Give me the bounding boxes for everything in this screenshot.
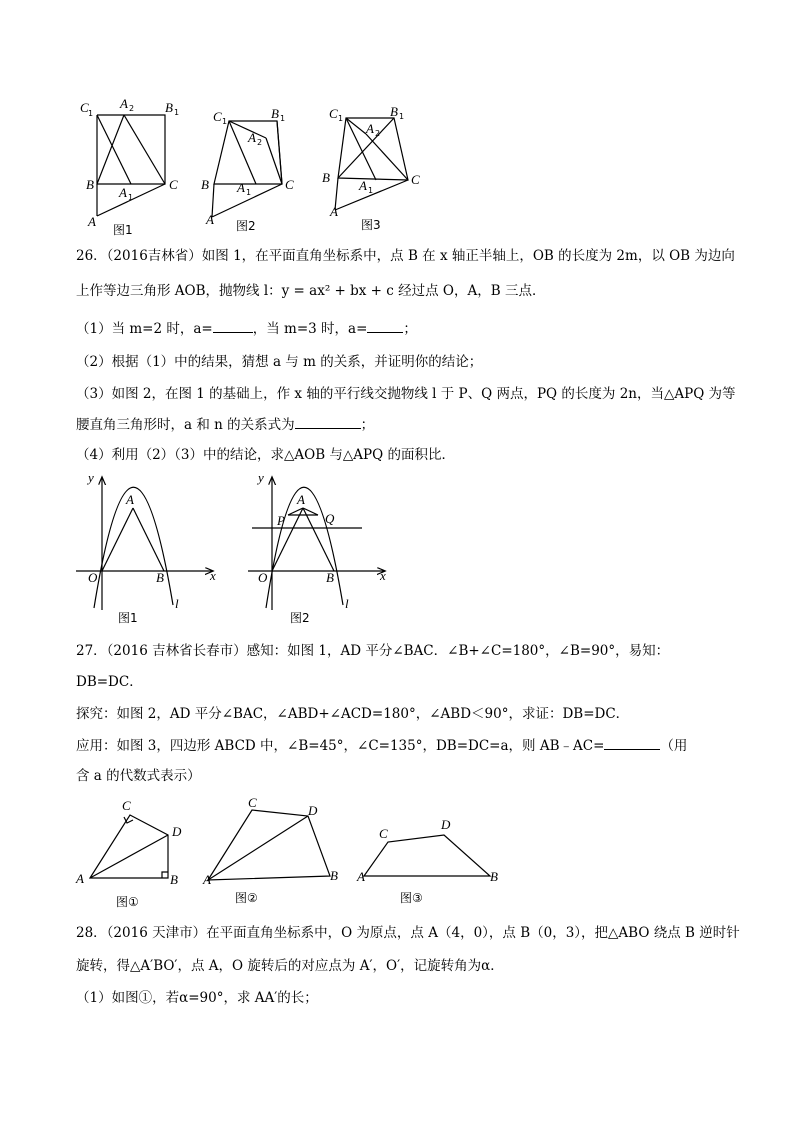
label-b1-fig3: B [390,104,398,119]
label-b-fig3: B [322,170,330,185]
f2-label-c: C [248,795,257,810]
caption-fig-circle2: 图② [235,891,258,905]
caption-fig2: 图2 [236,219,256,233]
f3-label-a: A [357,869,365,884]
q27-line4-a: 应用：如图 3，四边形 ABCD 中，∠B=45°，∠C=135°，DB=DC=a，则 AB﹣AC= [76,738,605,754]
g2-label-b: B [326,570,334,585]
g2-label-l: l [345,596,349,611]
f2-label-d: D [308,803,318,818]
q28-line2: 旋转，得△A′BO′，点 A，O 旋转后的对应点为 A′，O′，记旋转角为α． [76,958,504,974]
label-c1-fig3-sub: 1 [338,114,344,123]
q26-part3-line1: （3）如图 2，在图 1 的基础上，作 x 轴的平行线交抛物线 l 于 P、Q 两点，PQ 的长度为 2n，当△APQ 为等 [76,386,736,402]
label-a2-fig2: A [248,130,256,145]
label-c1-fig2: C [213,109,222,124]
f2-label-a: A [203,872,211,887]
g1-label-y: y [88,470,94,485]
label-c-fig2: C [285,177,294,192]
q27-line4 [76,735,726,756]
q26-part3-line2-a: 腰直角三角形时，a 和 n 的关系式为 [76,417,295,433]
f1-label-c: C [122,798,131,813]
q26-part1-b: ，当 m=3 时，a= [252,321,368,337]
label-c-fig3: C [411,172,420,187]
q26-part3-line2-b: ； [360,417,375,433]
label-c1-fig3: C [329,106,338,121]
f3-label-b: B [490,869,498,884]
f1-label-d: D [172,824,182,839]
q26-blank-1[interactable] [213,318,253,333]
label-a2-fig2-sub: 2 [257,138,263,147]
g2-label-q: Q [325,511,335,526]
label-b1: B [165,100,173,115]
g1-label-x: x [210,568,216,583]
f3-label-c: C [379,826,388,841]
label-a2-sub: 2 [129,104,135,113]
label-c1-fig2-sub: 1 [222,117,228,126]
g1-label-l: l [175,596,179,611]
figure-group-2-svg [72,468,402,628]
label-a2-fig3-sub: 2 [375,129,381,138]
f1-label-b: B [170,872,178,887]
label-a2: A [120,96,128,111]
label-b-fig2: B [201,177,209,192]
q27-line1: 27．（2016 吉林省长春市）感知：如图 1，AD 平分∠BAC．∠B+∠C=180°，∠B=90°，易知： [76,643,670,659]
label-a1-fig3: A [359,178,367,193]
g2-label-a: A [297,492,305,507]
label-b1-fig2-sub: 1 [280,114,286,123]
label-a-fig2: A [206,212,214,227]
figure-group-3 [72,794,512,914]
label-a1: A [119,185,127,200]
g1-label-a: A [126,492,134,507]
caption-graph1: 图1 [118,611,138,625]
q28-line3: （1）如图①，若α=90°，求 AA′的长； [76,990,318,1006]
figure-group-1 [76,96,436,240]
q26-part4: （4）利用（2）（3）中的结论，求△AOB 与△APQ 的面积比． [76,447,456,463]
q26-part3-line2 [76,414,726,435]
label-c1: C [80,100,89,115]
f1-label-a: A [76,871,84,886]
label-a: A [88,214,96,229]
label-c: C [169,177,178,192]
label-a1-fig2-sub: 1 [246,188,252,197]
label-a1-fig2: A [237,180,245,195]
q26-part1-c: ； [403,321,417,337]
q26-blank-2[interactable] [367,318,403,333]
q27-line3: 探究：如图 2，AD 平分∠BAC，∠ABD+∠ACD=180°，∠ABD＜90°，求证：DB=DC． [76,706,630,722]
label-a2-fig3: A [366,121,374,136]
q27-line4-b: （用 [660,738,688,754]
label-a1-fig3-sub: 1 [368,186,374,195]
caption-fig1: 图1 [113,223,133,237]
q28-line1: 28．（2016 天津市）在平面直角坐标系中，O 为原点，点 A（4，0），点 B（0，3），把△ABO 绕点 B 逆时针 [76,925,740,941]
figure-group-1-svg [76,96,436,240]
label-b: B [86,177,94,192]
g2-label-o: O [258,570,268,585]
figure-group-3-svg [72,794,512,914]
label-a1-sub: 1 [128,193,134,202]
label-c1-sub: 1 [88,109,94,118]
f3-label-d: D [441,817,451,832]
caption-fig-circle3: 图③ [400,891,423,905]
q26-part1 [76,318,726,339]
label-b1-fig2: B [271,106,279,121]
q26-blank-3[interactable] [295,414,361,429]
label-a-fig3: A [330,204,338,219]
caption-graph2: 图2 [290,611,310,625]
f2-label-b: B [330,868,338,883]
q26-line2: 上作等边三角形 AOB，抛物线 l：y = ax² + bx + c 经过点 O，A，B 三点． [76,283,546,299]
caption-fig3: 图3 [361,218,381,232]
q27-line2: DB=DC． [76,674,143,690]
g1-label-o: O [88,570,98,585]
g2-label-y: y [258,470,264,485]
figure-group-2 [72,468,402,628]
caption-fig-circle1: 图① [116,895,139,909]
g2-label-x: x [380,568,386,583]
g1-label-b: B [156,570,164,585]
q26-part2: （2）根据（1）中的结果，猜想 a 与 m 的关系，并证明你的结论； [76,354,483,370]
q27-line5: 含 a 的代数式表示） [76,768,201,784]
g2-label-p: P [277,513,285,528]
q26-part1-a: （1）当 m=2 时，a= [76,321,213,337]
q26-line1: 26．（2016吉林省）如图 1，在平面直角坐标系中，点 B 在 x 轴正半轴上，OB 的长度为 2m，以 OB 为边向 [76,248,735,264]
q27-blank[interactable] [604,735,660,750]
label-b1-sub: 1 [174,108,180,117]
label-b1-fig3-sub: 1 [399,112,405,121]
